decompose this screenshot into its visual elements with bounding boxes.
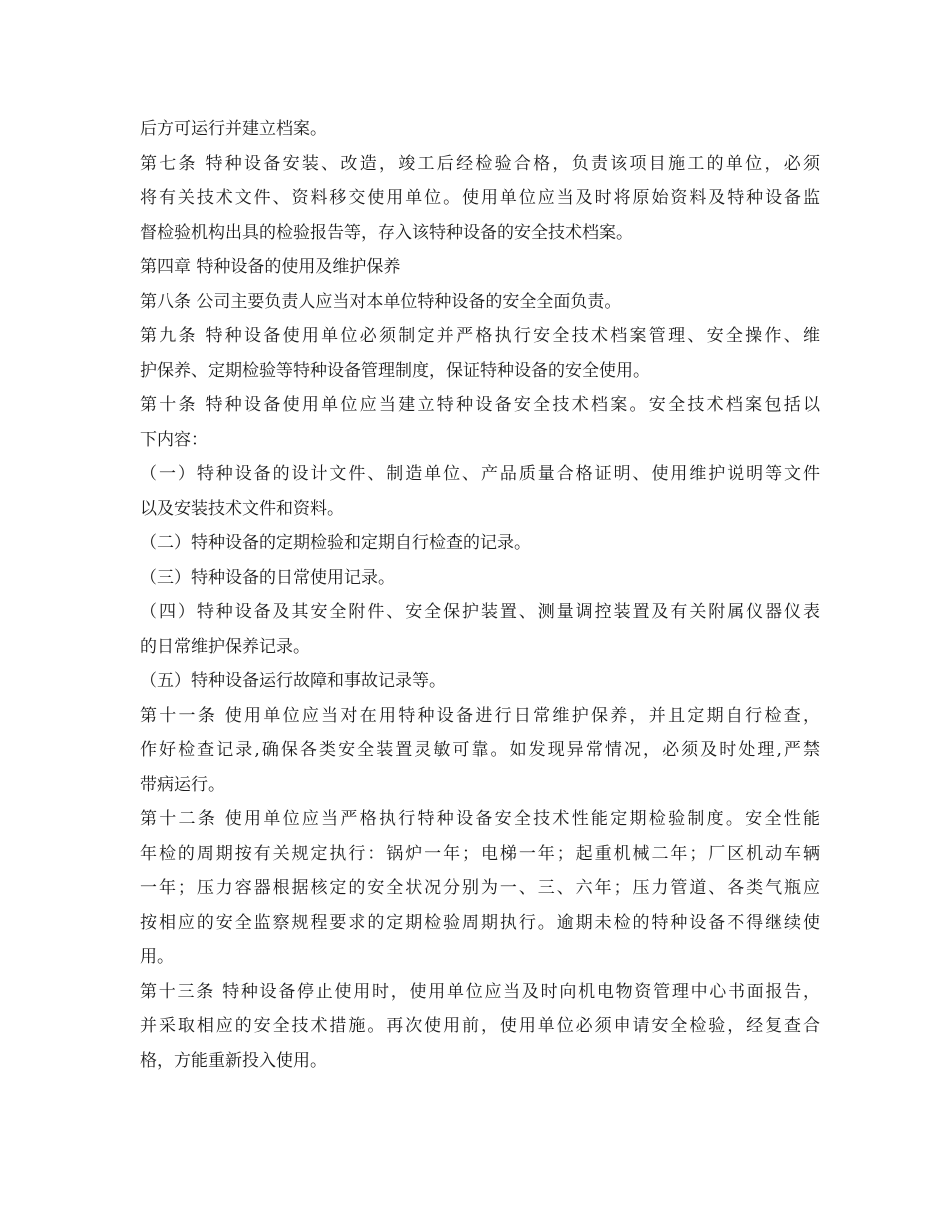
text-line-4: 督检验机构出具的检验报告等，存入该特种设备的安全技术档案。 bbox=[140, 222, 633, 243]
list-item-1: （一）特种设备的设计文件、制造单位、产品质量合格证明、使用维护说明等文件 bbox=[140, 464, 820, 484]
text-line-16: 的日常维护保养记录。 bbox=[140, 636, 310, 657]
text-line-23: 一年；压力容器根据核定的安全状况分别为一、三、六年；压力管道、各类气瓶应 bbox=[140, 878, 820, 898]
text-line-9: 第十条 特种设备使用单位应当建立特种设备安全技术档案。安全技术档案包括以 bbox=[140, 395, 820, 415]
text-line-3: 将有关技术文件、资料移交使用单位。使用单位应当及时将原始资料及特种设备监 bbox=[140, 188, 820, 208]
chapter-heading: 第四章 特种设备的使用及维护保养 bbox=[140, 257, 401, 277]
document-body bbox=[140, 112, 820, 1078]
list-item-3: （三）特种设备的日常使用记录。 bbox=[140, 567, 395, 588]
text-line-10: 下内容： bbox=[140, 429, 208, 450]
text-line-21: 第十二条 使用单位应当严格执行特种设备安全技术性能定期检验制度。安全性能 bbox=[140, 809, 820, 829]
text-line-24: 按相应的安全监察规程要求的定期检验周期执行。逾期未检的特种设备不得继续使 bbox=[140, 912, 820, 933]
text-line-8: 护保养、定期检验等特种设备管理制度，保证特种设备的安全使用。 bbox=[140, 360, 650, 381]
text-line-2: 第七条 特种设备安装、改造，竣工后经检验合格，负责该项目施工的单位，必须 bbox=[140, 153, 820, 174]
text-line-26: 第十三条 特种设备停止使用时，使用单位应当及时向机电物资管理中心书面报告， bbox=[140, 981, 820, 1002]
list-item-2: （二）特种设备的定期检验和定期自行检查的记录。 bbox=[140, 533, 531, 553]
text-line-18: 第十一条 使用单位应当对在用特种设备进行日常维护保养，并且定期自行检查， bbox=[140, 705, 820, 726]
text-line-27: 并采取相应的安全技术措施。再次使用前，使用单位必须申请安全检验，经复查合 bbox=[140, 1016, 820, 1036]
list-item-5: （五）特种设备运行故障和事故记录等。 bbox=[140, 671, 446, 691]
text-line-1: 后方可运行并建立档案。 bbox=[140, 119, 327, 139]
text-line-25: 用。 bbox=[140, 947, 174, 967]
text-line-6: 第八条 公司主要负责人应当对本单位特种设备的安全全面负责。 bbox=[140, 291, 622, 312]
list-item-4: （四）特种设备及其安全附件、安全保护装置、测量调控装置及有关附属仪器仪表 bbox=[140, 602, 820, 622]
text-line-28: 格，方能重新投入使用。 bbox=[140, 1050, 327, 1071]
text-line-7: 第九条 特种设备使用单位必须制定并严格执行安全技术档案管理、安全操作、维 bbox=[140, 326, 820, 346]
text-line-19: 作好检查记录,确保各类安全装置灵敏可靠。如发现异常情况，必须及时处理,严禁 bbox=[140, 740, 820, 760]
text-line-22: 年检的周期按有关规定执行：锅炉一年；电梯一年；起重机械二年；厂区机动车辆 bbox=[140, 843, 820, 864]
text-line-12: 以及安装技术文件和资料。 bbox=[140, 498, 344, 519]
text-line-20: 带病运行。 bbox=[140, 774, 225, 795]
